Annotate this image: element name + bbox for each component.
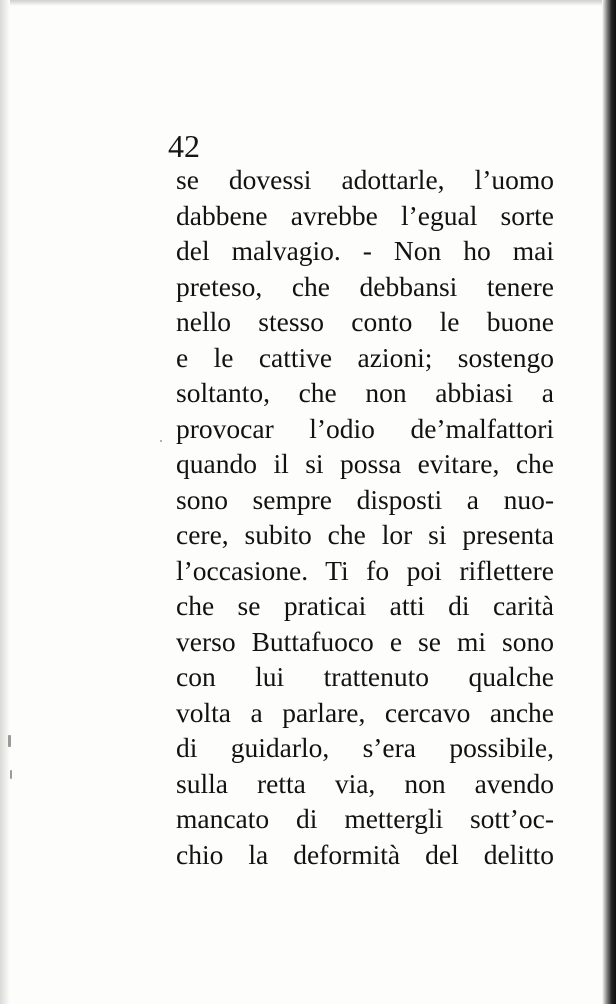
page-number: 42 — [168, 128, 200, 164]
text-line: sono sempre disposti a nuo- — [176, 483, 554, 515]
body-text — [176, 162, 554, 872]
page-left-edge — [0, 0, 10, 1004]
scan-speck — [160, 440, 162, 442]
text-line: del malvagio. - Non ho mai — [176, 235, 554, 266]
text-line: cere, subito che lor si presenta — [176, 519, 554, 550]
text-line: provocar l’odio de’malfattori — [176, 412, 554, 444]
scan-speck — [8, 735, 11, 747]
text-line: mancato di mettergli sott’oc- — [176, 803, 554, 834]
text-line: che se praticai atti di carità — [176, 590, 554, 621]
text-line: volta a parlare, cercavo anche — [176, 696, 554, 728]
scan-speck — [10, 770, 12, 779]
text-line: dabbene avrebbe l’egual sorte — [176, 199, 554, 231]
page-right-edge — [602, 0, 616, 1004]
text-line: verso Buttafuoco e se mi sono — [176, 625, 554, 657]
text-line: con lui trattenuto qualche — [176, 661, 554, 692]
text-line: nello stesso conto le buone — [176, 306, 554, 337]
text-line: sulla retta via, non avendo — [176, 767, 554, 799]
text-line: e le cattive azioni; sostengo — [176, 341, 554, 373]
text-line: chio la deformità del delitto — [176, 838, 554, 870]
page-top-edge — [0, 0, 616, 6]
text-line: l’occasione. Ti fo poi riflettere — [176, 554, 554, 586]
text-line: quando il si possa evitare, che — [176, 448, 554, 479]
text-line: preteso, che debbansi tenere — [176, 270, 554, 302]
text-line: di guidarlo, s’era possibile, — [176, 732, 554, 763]
text-line: se dovessi adottarle, l’uomo — [176, 164, 554, 195]
text-line: soltanto, che non abbiasi a — [176, 377, 554, 408]
